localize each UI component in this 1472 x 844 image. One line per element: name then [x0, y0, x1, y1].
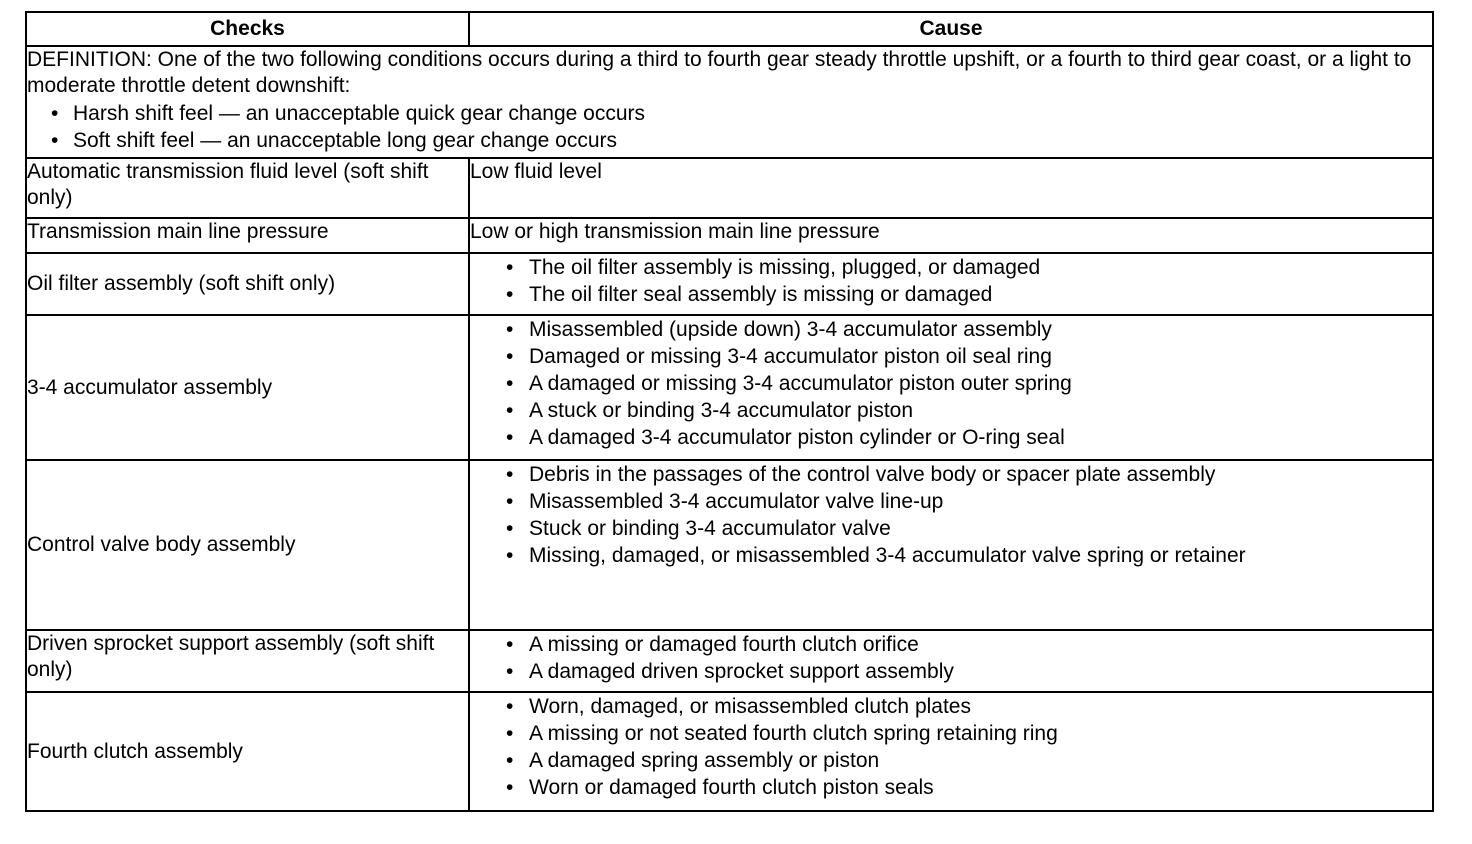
- table-row: [26, 158, 1433, 218]
- cause-item: • A missing or not seated fourth clutch spring retaining ring: [506, 722, 1058, 745]
- cause-item: • A damaged 3-4 accumulator piston cylinder or O-ring seal: [506, 426, 1065, 449]
- check-cell: Oil filter assembly (soft shift only): [26, 253, 469, 315]
- definition-cell: [26, 46, 1433, 158]
- cause-cell: [469, 460, 1433, 630]
- check-cell: Transmission main line pressure: [26, 218, 469, 253]
- definition-bullet: • Soft shift feel — an unacceptable long gear change occurs: [27, 127, 1432, 154]
- cause-item: • Misassembled (upside down) 3-4 accumulator assembly: [506, 318, 1052, 341]
- cause-item: • Damaged or missing 3-4 accumulator piston oil seal ring: [506, 345, 1052, 368]
- cause-item: • A stuck or binding 3-4 accumulator piston: [506, 399, 914, 422]
- table-row: [26, 630, 1433, 692]
- cause-item: • The oil filter assembly is missing, plugged, or damaged: [506, 256, 1041, 279]
- cause-cell: [469, 630, 1433, 692]
- cause-cell: [469, 253, 1433, 315]
- cause-item: • A damaged driven sprocket support assembly: [506, 660, 954, 683]
- table-row: [26, 218, 1433, 253]
- definition-text: DEFINITION: One of the two following conditions occurs during a third to fourth gear steady throttle upshift, or a fourth to third gear coast, or a light to moderate throttle detent downshift:: [27, 48, 1412, 97]
- cause-item: • A damaged or missing 3-4 accumulator piston outer spring: [506, 372, 1072, 395]
- check-cell: 3-4 accumulator assembly: [26, 315, 469, 460]
- definition-row: [26, 46, 1433, 158]
- table-row: [26, 460, 1433, 630]
- table-row: [26, 692, 1433, 811]
- check-cell: Driven sprocket support assembly (soft shift only): [26, 630, 469, 692]
- definition-bullets: [27, 100, 1432, 154]
- diagnostic-table: [25, 11, 1434, 812]
- cause-item: • Misassembled 3-4 accumulator valve line-up: [506, 490, 944, 513]
- cause-cell: [469, 692, 1433, 811]
- cause-item: • A damaged spring assembly or piston: [506, 749, 880, 772]
- cause-item: • Worn or damaged fourth clutch piston seals: [506, 776, 934, 799]
- cause-item: • The oil filter seal assembly is missing or damaged: [506, 283, 993, 306]
- cause-item: • Missing, damaged, or misassembled 3-4 accumulator valve spring or retainer: [506, 544, 1246, 567]
- cause-item: • Stuck or binding 3-4 accumulator valve: [506, 517, 891, 540]
- cause-item: • Debris in the passages of the control valve body or spacer plate assembly: [506, 463, 1216, 486]
- header-row: [26, 12, 1433, 46]
- check-cell: Fourth clutch assembly: [26, 692, 469, 811]
- cause-cell: Low or high transmission main line pressure: [469, 218, 1433, 253]
- table-row: [26, 315, 1433, 460]
- cause-item: • Worn, damaged, or misassembled clutch plates: [506, 695, 971, 718]
- cause-item: • A missing or damaged fourth clutch orifice: [506, 633, 919, 656]
- cause-cell: [469, 315, 1433, 460]
- definition-bullet: • Harsh shift feel — an unacceptable quick gear change occurs: [27, 100, 1432, 127]
- cause-cell: Low fluid level: [469, 158, 1433, 218]
- check-cell: Control valve body assembly: [26, 460, 469, 630]
- header-checks: Checks: [26, 12, 469, 46]
- check-cell: Automatic transmission fluid level (soft shift only): [26, 158, 469, 218]
- table-row: [26, 253, 1433, 315]
- header-cause: Cause: [469, 12, 1433, 46]
